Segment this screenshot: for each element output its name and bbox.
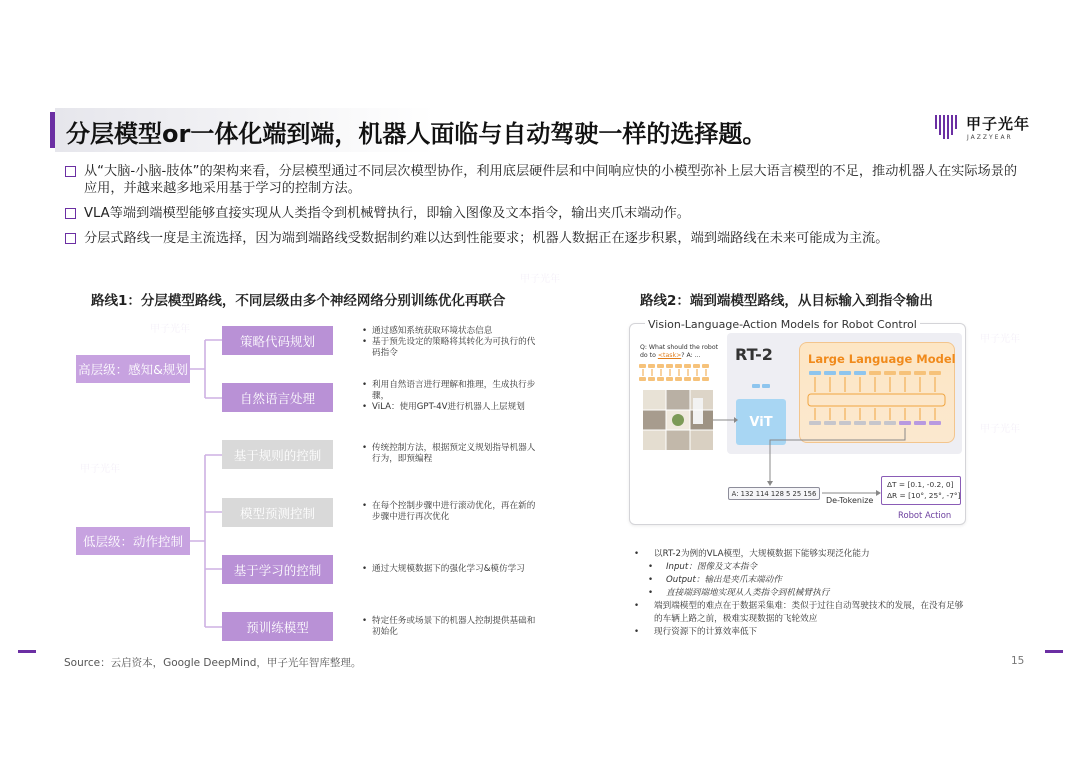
node-nlp: 自然语言处理 (222, 383, 333, 412)
robot-action-label: Robot Action (898, 510, 952, 520)
high-level-box: 高层级：感知&规划 (76, 355, 190, 383)
node-description: • 通过感知系统获取环境状态信息 • 基于预先设定的策略将其转化为可执行的代码指令 (362, 326, 537, 359)
node-description: • 通过大规模数据下的强化学习&模仿学习 (362, 564, 537, 575)
watermark: 甲子光年 (980, 334, 1020, 345)
low-level-box: 低层级：动作控制 (76, 527, 190, 555)
note-item: • 现行资源下的计算效率低下 (634, 626, 964, 639)
page-number: 15 (1011, 655, 1025, 667)
footer-accent-left (18, 650, 36, 653)
watermark: 甲子光年 (80, 464, 120, 475)
rt2-label: RT-2 (735, 345, 773, 364)
source-note: Source：云启资本，Google DeepMind，甲子光年智库整理。 (64, 657, 362, 669)
logo-subtext: JAZZYEAR (967, 134, 1013, 141)
watermark: 甲子光年 (150, 324, 190, 335)
note-subitem: • Output：输出是夹爪末端动作 (634, 574, 964, 587)
node-policy-code-planning: 策略代码规划 (222, 326, 333, 355)
bullet-item: 分层式路线一度是主流选择，因为端到端路线受数据制约难以达到性能要求；机器人数据正在逐步积累，端到端路线在未来可能成为主流。 (64, 230, 1024, 247)
note-item: • 以RT-2为例的VLA模型，大规模数据下能够实现泛化能力 (634, 548, 964, 561)
node-description: • 利用自然语言进行理解和推理，生成执行步骤， • ViLA：使用GPT-4V进行机器人上层规划 (362, 380, 537, 413)
node-model-predictive-control: 模型预测控制 (222, 498, 333, 527)
figure-title: Vision-Language-Action Models for Robot Control (645, 318, 920, 331)
page-title: 分层模型or一体化端到端，机器人面临与自动驾驶一样的选择题。 (66, 120, 767, 148)
footer-accent-right (1045, 650, 1063, 653)
note-subitem: • 直接端到端地实现从人类指令到机械臂执行 (634, 587, 964, 600)
logo-text: 甲子光年 (966, 115, 1031, 133)
llm-label: Large Language Model (808, 352, 956, 366)
note-item: • 端到端模型的难点在于数据采集难：类似于过往自动驾驶技术的发展，在没有足够的车辆上路之前，极难实现数据的飞轮效应 (634, 600, 964, 626)
node-learning-based-control: 基于学习的控制 (222, 555, 333, 584)
node-description: • 传统控制方法，根据预定义规划指导机器人行为，即预编程 (362, 443, 537, 465)
node-description: • 特定任务或场景下的机器人控制提供基础和初始化 (362, 616, 537, 638)
vla-notes (634, 548, 964, 639)
left-section-heading: 路线1：分层模型路线，不同层级由多个神经网络分别训练优化再联合 (91, 293, 506, 309)
detokenize-label: De-Tokenize (826, 496, 874, 505)
note-subitem: • Input：图像及文本指令 (634, 561, 964, 574)
output-tokens: A: 132 114 128 5 25 156 (728, 487, 820, 500)
bullet-item: VLA等端到端模型能够直接实现从人类指令到机械臂执行，即输入图像及文本指令，输出夹爪末端动作。 (64, 205, 1024, 222)
watermark: 甲子光年 (520, 274, 560, 285)
node-rule-based-control: 基于规则的控制 (222, 440, 333, 469)
bullet-item: 从“大脑-小脑-肢体”的架构来看，分层模型通过不同层次模型协作，利用底层硬件层和中间响应快的小模型弥补上层大语言模型的不足，推动机器人在实际场景的应用，并越来越多地采用基于学习的控制方法。 (64, 163, 1024, 197)
question-prompt: Q: What should the robot do to <task>? A: ... (640, 344, 719, 359)
vit-block: ViT (736, 399, 786, 445)
node-description: • 在每个控制步骤中进行滚动优化，再在新的步骤中进行再次优化 (362, 501, 537, 523)
right-section-heading: 路线2：端到端模型路线，从目标输入到指令输出 (640, 293, 933, 309)
watermark: 甲子光年 (980, 424, 1020, 435)
robot-action-box: ΔT = [0.1, -0.2, 0] ΔR = [10°, 25°, -7°] (881, 476, 961, 505)
node-pretrained-model: 预训练模型 (222, 612, 333, 641)
